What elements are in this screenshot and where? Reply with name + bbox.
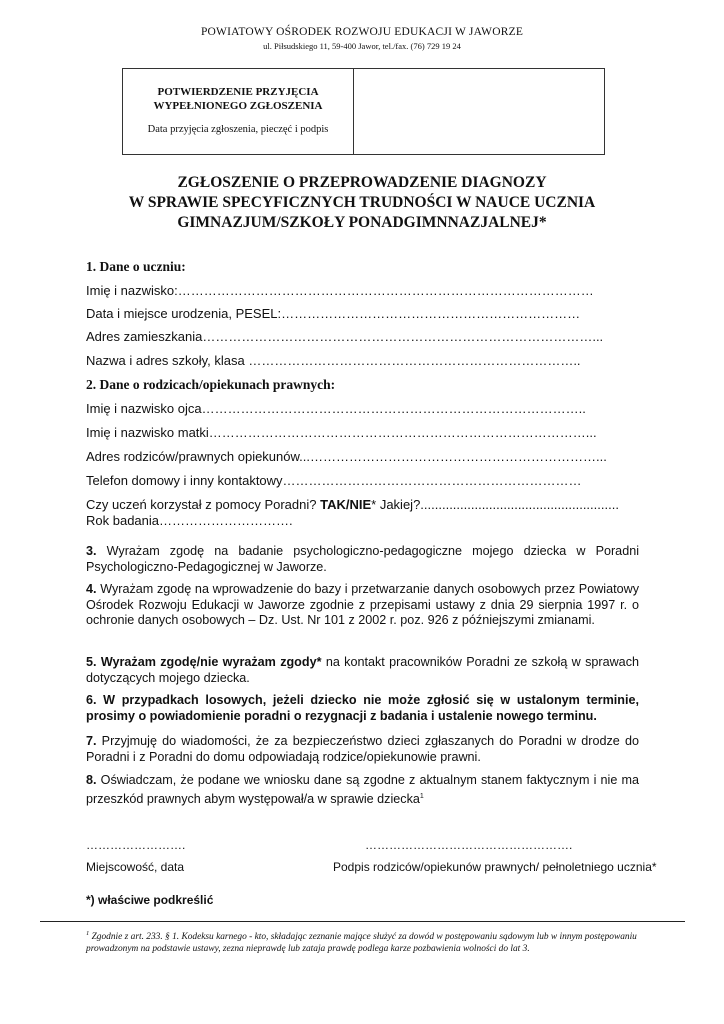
point-5-consent[interactable]: 5. Wyrażam zgodę/nie wyrażam zgody* (86, 655, 322, 669)
underline-note: *) właściwe podkreślić (86, 893, 214, 907)
point-3-text: Wyrażam zgodę na badanie psychologiczno-pedagogiczne mojego dziecka w Poradni Psychologiczno-Pedagogicznej w Jaworze. (86, 544, 639, 574)
signature-line[interactable]: ……………………………………………. (365, 838, 573, 852)
confirmation-title-line2: WYPEŁNIONEGO ZGŁOSZENIA (153, 100, 323, 112)
yes-no-option[interactable]: TAK/NIE (320, 497, 372, 512)
confirmation-caption: Data przyjęcia zgłoszenia, pieczęć i podpis (147, 124, 329, 135)
point-5-text: na kontakt pracowników Poradni ze szkołą w sprawach dotyczących mojego dziecka. (86, 655, 639, 685)
point-4 (86, 582, 639, 629)
confirmation-title (123, 85, 353, 113)
point-6 (86, 693, 639, 724)
stamp-area (354, 69, 604, 154)
field-exam-year[interactable]: Rok badania…………………………. (86, 513, 293, 528)
point-6-text: 6. W przypadkach losowych, jeżeli dziecko nie może zgłosić się w ustalonym terminie, prosimy o powiadomienie poradni o rezygnacji z badania i ustalenie nowego terminu. (86, 693, 639, 723)
field-parents-address[interactable]: Adres rodziców/prawnych opiekunów...…………………………………………………………... (86, 449, 607, 464)
place-date-line[interactable]: ……………………. (86, 838, 186, 852)
point-7 (86, 734, 639, 765)
field-student-name[interactable]: Imię i nazwisko:…………………………………………………………………………………… (86, 283, 594, 298)
form-title-line2: W SPRAWIE SPECYFICZNYCH TRUDNOŚCI W NAUCE UCZNIA (128, 194, 596, 211)
signature-label: Podpis rodziców/opiekunów prawnych/ pełnoletniego ucznia* (333, 860, 657, 874)
place-date-label: Miejscowość, data (86, 860, 185, 874)
point-3 (86, 544, 639, 575)
point-7-text: Przyjmuję do wiadomości, że za bezpieczeństwo dzieci zgłaszanych do Poradni w drodze do Poradni i z Poradni do domu odpowiadają rodzice/opiekunowie prawni. (86, 734, 639, 764)
footnote-number: 1 (86, 930, 90, 937)
institution-address: ul. Piłsudskiego 11, 59-400 Jawor, tel./fax. (76) 729 19 24 (263, 41, 461, 51)
field-student-address[interactable]: Adres zamieszkania………………………………………………………………………………... (86, 329, 604, 344)
field-school[interactable]: Nazwa i adres szkoły, klasa ………………………………………………………………….. (86, 353, 581, 368)
footnote (86, 928, 639, 955)
form-title-line3: GIMNAZJUM/SZKOŁY PONADGIMNNAZJALNEJ* (177, 214, 547, 231)
question-text: Czy uczeń korzystał z pomocy Poradni? (86, 497, 321, 512)
point-8-text: Oświadczam, że podane we wniosku dane są zgodne z aktualnym stanem faktycznym i nie ma przeszkód prawnych abym występował/a w sprawie dziecka (86, 773, 639, 806)
form-title-line1: ZGŁOSZENIE O PRZEPROWADZENIE DIAGNOZY (177, 174, 547, 191)
section1-heading: 1. Dane o uczniu: (86, 259, 186, 274)
institution-name: POWIATOWY OŚRODEK ROZWOJU EDUKACJI W JAWORZE (200, 26, 524, 38)
point-5 (86, 655, 639, 686)
field-birth-pesel[interactable]: Data i miejsce urodzenia, PESEL:…………………………………………………………… (86, 306, 581, 321)
section2-heading: 2. Dane o rodzicach/opiekunach prawnych: (86, 377, 336, 392)
field-phone[interactable]: Telefon domowy i inny kontaktowy…………………………………………………………… (86, 473, 582, 488)
point-4-number: 4. (86, 582, 97, 596)
footnote-divider (40, 921, 685, 922)
field-father-name[interactable]: Imię i nazwisko ojca…………………………………………………………………………….. (86, 401, 586, 416)
confirmation-title-line1: POTWIERDZENIE PRZYJĘCIA (157, 86, 319, 98)
point-8-number: 8. (86, 773, 97, 787)
confirmation-box (122, 68, 605, 155)
point-3-number: 3. (86, 544, 97, 558)
field-previous-help[interactable] (86, 497, 642, 512)
point-7-number: 7. (86, 734, 97, 748)
form-title (0, 173, 724, 233)
point-4-text: Wyrażam zgodę na wprowadzenie do bazy i przetwarzanie danych osobowych przez Powiatowy Ośrodek Rozwoju Edukacji w Jaworze zgodnie z przepisami ustawy z dnia 29 sierpnia 1997 r. o ochronie danych osobowych – Dz. Ust. Nr 101 z 2002 r. poz. 926 z późniejszymi zmianami. (86, 582, 639, 627)
point-8-footnote-ref: 1 (419, 792, 424, 800)
field-mother-name[interactable]: Imię i nazwisko matki……………………………………………………………………………... (86, 425, 597, 440)
footnote-text: Zgodnie z art. 233. § 1. Kodeksu karnego - kto, składając zeznanie mające służyć za dowód w postępowaniu sądowym lub w innym postępowaniu prowadzonym na podstawie ustawy, zezna nieprawdę lub zataja prawdę podlega karze pozbawienia wolności do lat 3. (86, 932, 637, 955)
question-which: * Jakiej?....................................................... (371, 497, 619, 512)
point-8 (86, 773, 639, 807)
